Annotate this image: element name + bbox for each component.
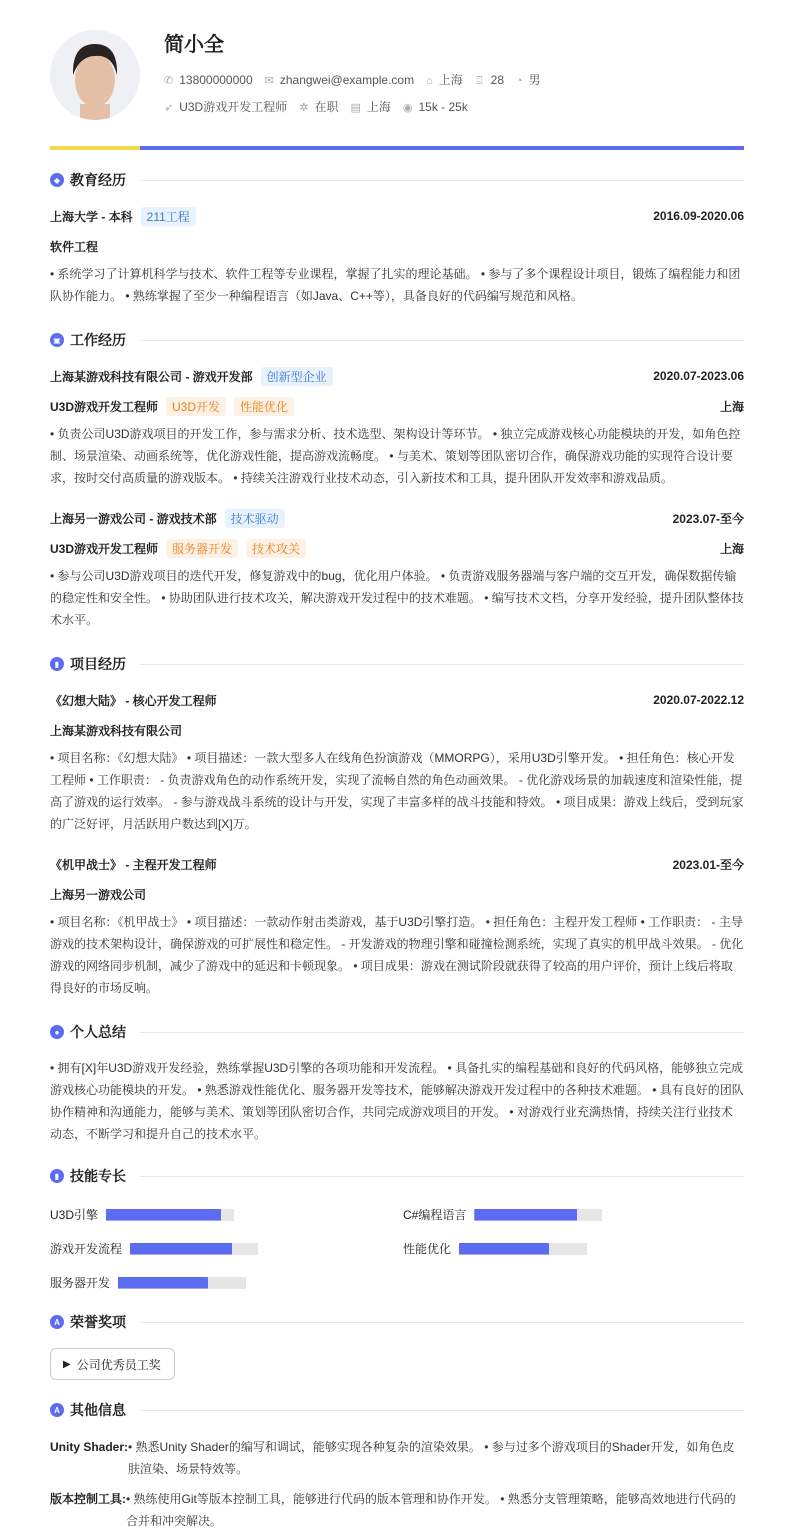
salary-icon: ◉ (402, 101, 413, 114)
tag: 技术攻关 (246, 539, 306, 558)
other-text: • 熟悉Unity Shader的编写和调试，能够实现各种复杂的渲染效果。 • 参与过多个游戏项目的Shader开发，如角色皮肤渲染、场景特效等。 (128, 1440, 735, 1476)
section-title: 其他信息 (70, 1402, 126, 1418)
skill-item (50, 1206, 234, 1223)
skill-fill (130, 1243, 232, 1255)
tag: 服务器开发 (166, 539, 238, 558)
company: 上海某游戏科技有限公司 (50, 723, 183, 738)
company: 上海另一游戏公司 (50, 887, 147, 902)
section-awards (50, 1312, 744, 1332)
work-item (50, 509, 744, 631)
tag: U3D开发 (166, 397, 226, 416)
description: • 项目名称：《幻想大陆》 • 项目描述：一款大型多人在线角色扮演游戏（MMORPG），采用U3D引擎开发。 • 担任角色：核心开发工程师 • 工作职责： - 负责游戏角色的动作系统开发，实现了流畅自然的角色动画效果。 - 优化游戏场景的加载速度和渲染性能，提高了游戏的运行效率。 - 参与游戏战斗系统的设计与开发，实现了丰富多样的战斗技能和特效。 • 项目成果：游戏上线后，受到玩家的广泛好评，月活跃用户数达到[X]万。 (50, 751, 744, 831)
candidate-name: 简小全 (164, 34, 224, 56)
cake-icon: ♖ (474, 74, 485, 87)
skill-fill (474, 1209, 576, 1221)
city: 上海 (719, 399, 744, 414)
skill-bar (106, 1209, 234, 1221)
other-item (50, 1436, 744, 1480)
skill-fill (459, 1243, 549, 1255)
status-icon: ✲ (299, 102, 309, 114)
section-project (50, 654, 744, 674)
skill-bar (474, 1209, 602, 1221)
section-work (50, 330, 744, 350)
section-title: 工作经历 (70, 332, 126, 348)
gender: 男 (528, 73, 541, 87)
project-item (50, 691, 744, 835)
other-item (50, 1488, 744, 1532)
skill-bar (118, 1277, 246, 1289)
section-education (50, 170, 744, 190)
project-item (50, 855, 744, 999)
skill-bar (459, 1243, 587, 1255)
section-title: 荣誉奖项 (70, 1314, 126, 1330)
date: 2023.01-至今 (672, 857, 744, 872)
email: zhangwei@example.com (279, 72, 415, 87)
header (50, 0, 744, 146)
city: 上海 (719, 541, 744, 556)
date: 2016.09-2020.06 (653, 209, 744, 223)
major: 软件工程 (50, 239, 99, 254)
role: U3D游戏开发工程师 (50, 399, 159, 414)
project-title: 《机甲战士》 - 主程开发工程师 (50, 857, 217, 872)
other-label: 版本控制工具: (50, 1492, 126, 1506)
tag: 性能优化 (234, 397, 294, 416)
caret-right-icon: ▶ (63, 1358, 71, 1370)
phone-icon: ✆ (164, 74, 174, 87)
role: U3D游戏开发工程师 (50, 541, 159, 556)
skill-fill (118, 1277, 208, 1289)
section-other (50, 1400, 744, 1420)
location: 上海 (438, 73, 463, 87)
chart-icon: ▮ (50, 1169, 64, 1183)
date: 2023.07-至今 (672, 511, 744, 526)
tag: 技术驱动 (225, 509, 285, 528)
tag: 创新型企业 (261, 367, 333, 386)
skill-bar (130, 1243, 258, 1255)
position: U3D游戏开发工程师 (179, 100, 288, 114)
summary-text: • 拥有[X]年U3D游戏开发经验，熟练掌握U3D引擎的各项功能和开发流程。 • 具备扎实的编程基础和良好的代码风格，能够独立完成游戏核心功能模块的开发。 • 熟悉游戏性能优化、服务器开发等技术，能够解决游戏开发过程中的各种技术难题。 • 具有良好的团队协作精神和沟通能力，能够与美术、策划等团队密切合作，共同完成游戏项目的开发。 • 对游戏行业充满热情，持续关注行业技术动态，不断学习和提升自己的技术水平。 (50, 1061, 744, 1141)
skill-name: 性能优化 (403, 1242, 452, 1256)
header-divider (50, 146, 744, 150)
project-title: 《幻想大陆》 - 核心开发工程师 (50, 693, 217, 708)
work-icon: ▣ (50, 333, 64, 347)
other-text: • 熟练使用Git等版本控制工具，能够进行代码的版本管理和协作开发。 • 熟悉分支管理策略，能够高效地进行代码的合并和冲突解决。 (126, 1492, 736, 1528)
skill-item (50, 1274, 246, 1291)
age: 28 (490, 72, 505, 87)
contact-row (164, 71, 541, 88)
status: 在职 (314, 100, 339, 114)
section-title: 技能专长 (70, 1168, 126, 1184)
target-city: 上海 (366, 100, 391, 114)
section-title: 教育经历 (70, 172, 126, 188)
company: 上海另一游戏公司 - 游戏技术部 (50, 511, 217, 526)
resume (50, 0, 744, 1528)
phone: 13800000000 (179, 72, 253, 87)
skill-name: 游戏开发流程 (50, 1242, 123, 1256)
work-item (50, 367, 744, 489)
education-item (50, 207, 744, 307)
gender-icon: ◔ (516, 75, 523, 87)
company: 上海某游戏科技有限公司 - 游戏开发部 (50, 369, 253, 384)
avatar (50, 30, 140, 120)
skill-item (403, 1240, 587, 1257)
education-icon: ◆ (50, 173, 64, 187)
skill-fill (106, 1209, 221, 1221)
info-icon: A (50, 1403, 64, 1417)
school: 上海大学 - 本科 (50, 209, 133, 224)
skill-item (403, 1206, 602, 1223)
mail-icon: ✉ (264, 74, 274, 87)
person-icon: ● (50, 1025, 64, 1039)
job-row (164, 98, 468, 115)
skill-name: C#编程语言 (403, 1208, 467, 1222)
description: • 负责公司U3D游戏项目的开发工作，参与需求分析、技术选型、架构设计等环节。 • 独立完成游戏核心功能模块的开发，如角色控制、场景渲染、动画系统等，优化游戏性能，提高游戏流畅度。 • 与美术、策划等团队密切合作，确保游戏功能的实现符合设计要求，按时交付高质量的游戏版本。 • 持续关注游戏行业技术动态，引入新技术和工具，提升团队开发效率和游戏品质。 (50, 427, 741, 485)
skill-item (50, 1240, 258, 1257)
award-item[interactable] (50, 1348, 175, 1380)
description: • 项目名称：《机甲战士》 • 项目描述：一款动作射击类游戏，基于U3D引擎打造。 • 担任角色：主程开发工程师 • 工作职责： - 主导游戏的技术架构设计，确保游戏的可扩展性和稳定性。 - 开发游戏的物理引擎和碰撞检测系统，实现了真实的机甲战斗效果。 - 优化游戏的网络同步机制，减少了游戏中的延迟和卡顿现象。 • 项目成果：游戏在测试阶段就获得了较高的用户评价，预计上线后将取得良好的市场反响。 (50, 915, 744, 995)
date: 2020.07-2022.12 (653, 693, 744, 707)
section-title: 个人总结 (70, 1024, 126, 1040)
section-skills (50, 1166, 744, 1186)
project-icon: ▮ (50, 657, 64, 671)
section-title: 项目经历 (70, 656, 126, 672)
section-summary (50, 1022, 744, 1042)
description: • 参与公司U3D游戏项目的迭代开发，修复游戏中的bug，优化用户体验。 • 负责游戏服务器端与客户端的交互开发，确保数据传输的稳定性和安全性。 • 协助团队进行技术攻关，解决游戏开发过程中的技术难题。 • 编写技术文档，分享开发经验，提升团队整体技术水平。 (50, 569, 744, 627)
description: • 系统学习了计算机科学与技术、软件工程等专业课程，掌握了扎实的理论基础。 • 参与了多个课程设计项目，锻炼了编程能力和团队协作能力。 • 熟练掌握了至少一种编程语言（如Java、C++等），具备良好的代码编写规范和风格。 (50, 267, 741, 303)
award-name: 公司优秀员工奖 (76, 1357, 161, 1372)
other-label: Unity Shader: (50, 1440, 129, 1454)
date: 2020.07-2023.06 (653, 369, 744, 383)
salary: 15k - 25k (418, 99, 468, 114)
tag: 211工程 (141, 207, 196, 226)
award-icon: A (50, 1315, 64, 1329)
skill-name: 服务器开发 (50, 1276, 111, 1290)
send-icon: ➶ (164, 102, 174, 114)
skill-name: U3D引擎 (50, 1208, 99, 1222)
home-icon: ⌂ (426, 75, 433, 87)
building-icon: ▤ (350, 102, 361, 114)
